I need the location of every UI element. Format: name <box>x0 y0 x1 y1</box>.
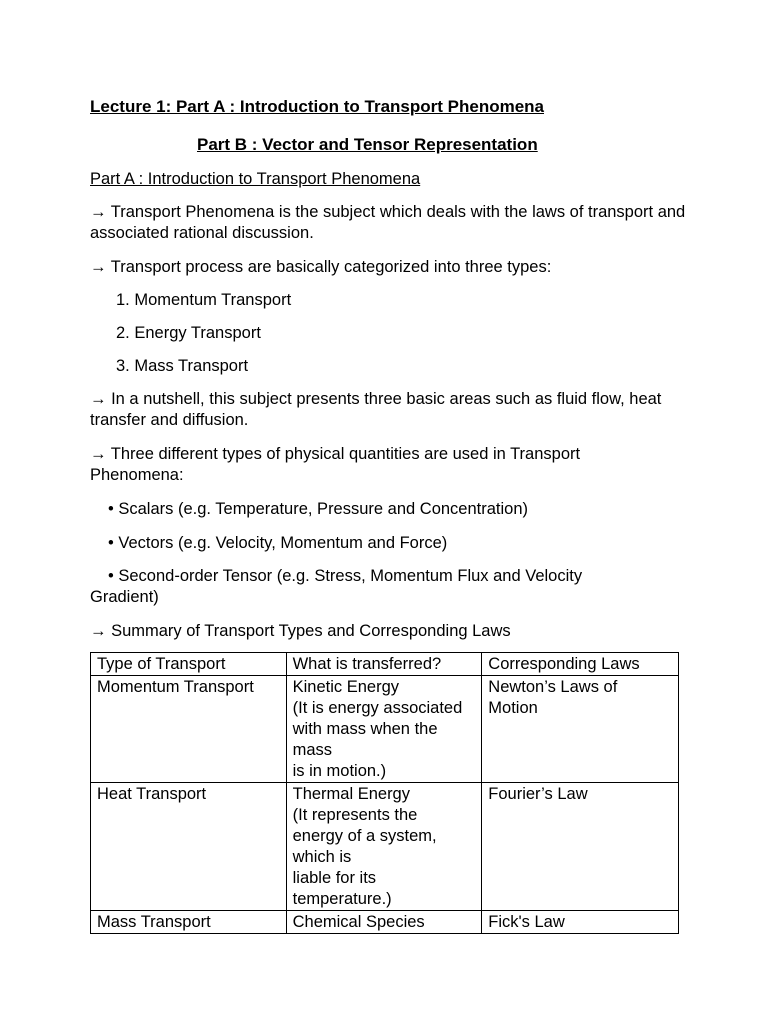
table-header-cell: What is transferred? <box>286 653 482 676</box>
table-row <box>91 676 679 783</box>
transferred-label: Chemical Species <box>292 913 425 931</box>
table-row <box>91 783 679 911</box>
table-cell-law <box>482 911 679 934</box>
law-label: Newton’s Laws of <box>488 678 618 696</box>
transferred-note-line: mass <box>292 741 333 759</box>
transferred-note-line: which is <box>292 848 352 866</box>
table-header-cell: Type of Transport <box>91 653 287 676</box>
table-cell-transferred <box>286 911 482 934</box>
transferred-label: Kinetic Energy <box>292 678 399 696</box>
quantity-item-tensor: • Second-order Tensor (e.g. Stress, Momentum Flux and Velocity Gradient) <box>90 567 583 606</box>
law-label: Fick's Law <box>488 913 565 931</box>
transferred-note-line: energy of a system, <box>292 827 437 845</box>
transferred-note-line: temperature.) <box>292 890 392 908</box>
categories-intro-paragraph: → Transport process are basically categorized into three types: <box>90 258 552 276</box>
transferred-note-line: with mass when the <box>292 720 438 738</box>
lecture-title: Lecture 1: Part A : Introduction to Transport Phenomena <box>90 97 545 116</box>
transport-type-item: 2. Energy Transport <box>116 324 261 342</box>
transport-type-item: 1. Momentum Transport <box>116 291 292 309</box>
transferred-note-line: is in motion.) <box>292 762 387 780</box>
transferred-note-line: liable for its <box>292 869 377 887</box>
table-header-row <box>91 653 679 676</box>
summary-intro-paragraph: → Summary of Transport Types and Corresponding Laws <box>90 622 511 640</box>
table-cell-transferred <box>286 783 482 911</box>
transferred-label: Thermal Energy <box>292 785 410 803</box>
table-cell-type: Momentum Transport <box>91 676 287 783</box>
table-cell-type: Heat Transport <box>91 783 287 911</box>
transport-type-item: 3. Mass Transport <box>116 357 249 375</box>
nutshell-paragraph: → In a nutshell, this subject presents three basic areas such as fluid flow, heat transfer and diffusion. <box>90 390 662 429</box>
table-cell-law <box>482 783 679 911</box>
quantity-item-scalars: • Scalars (e.g. Temperature, Pressure and Concentration) <box>108 500 529 518</box>
table-row <box>91 911 679 934</box>
table-header-cell: Corresponding Laws <box>482 653 679 676</box>
table-cell-transferred <box>286 676 482 783</box>
part-a-section-heading: Part A : Introduction to Transport Phenomena <box>90 170 421 188</box>
table-cell-law <box>482 676 679 783</box>
transferred-note-line: (It represents the <box>292 806 418 824</box>
quantities-intro-paragraph: → Three different types of physical quantities are used in Transport Phenomena: <box>90 445 581 484</box>
law-label-continued: Motion <box>488 699 538 717</box>
law-label: Fourier’s Law <box>488 785 588 803</box>
transport-summary-table <box>90 652 679 934</box>
transferred-note-line: (It is energy associated <box>292 699 463 717</box>
definition-paragraph: → Transport Phenomena is the subject which deals with the laws of transport and associated rational discussion. <box>90 203 686 242</box>
table-cell-type: Mass Transport <box>91 911 287 934</box>
quantity-item-vectors: • Vectors (e.g. Velocity, Momentum and Force) <box>108 534 448 552</box>
part-b-title: Part B : Vector and Tensor Representation <box>197 135 538 154</box>
